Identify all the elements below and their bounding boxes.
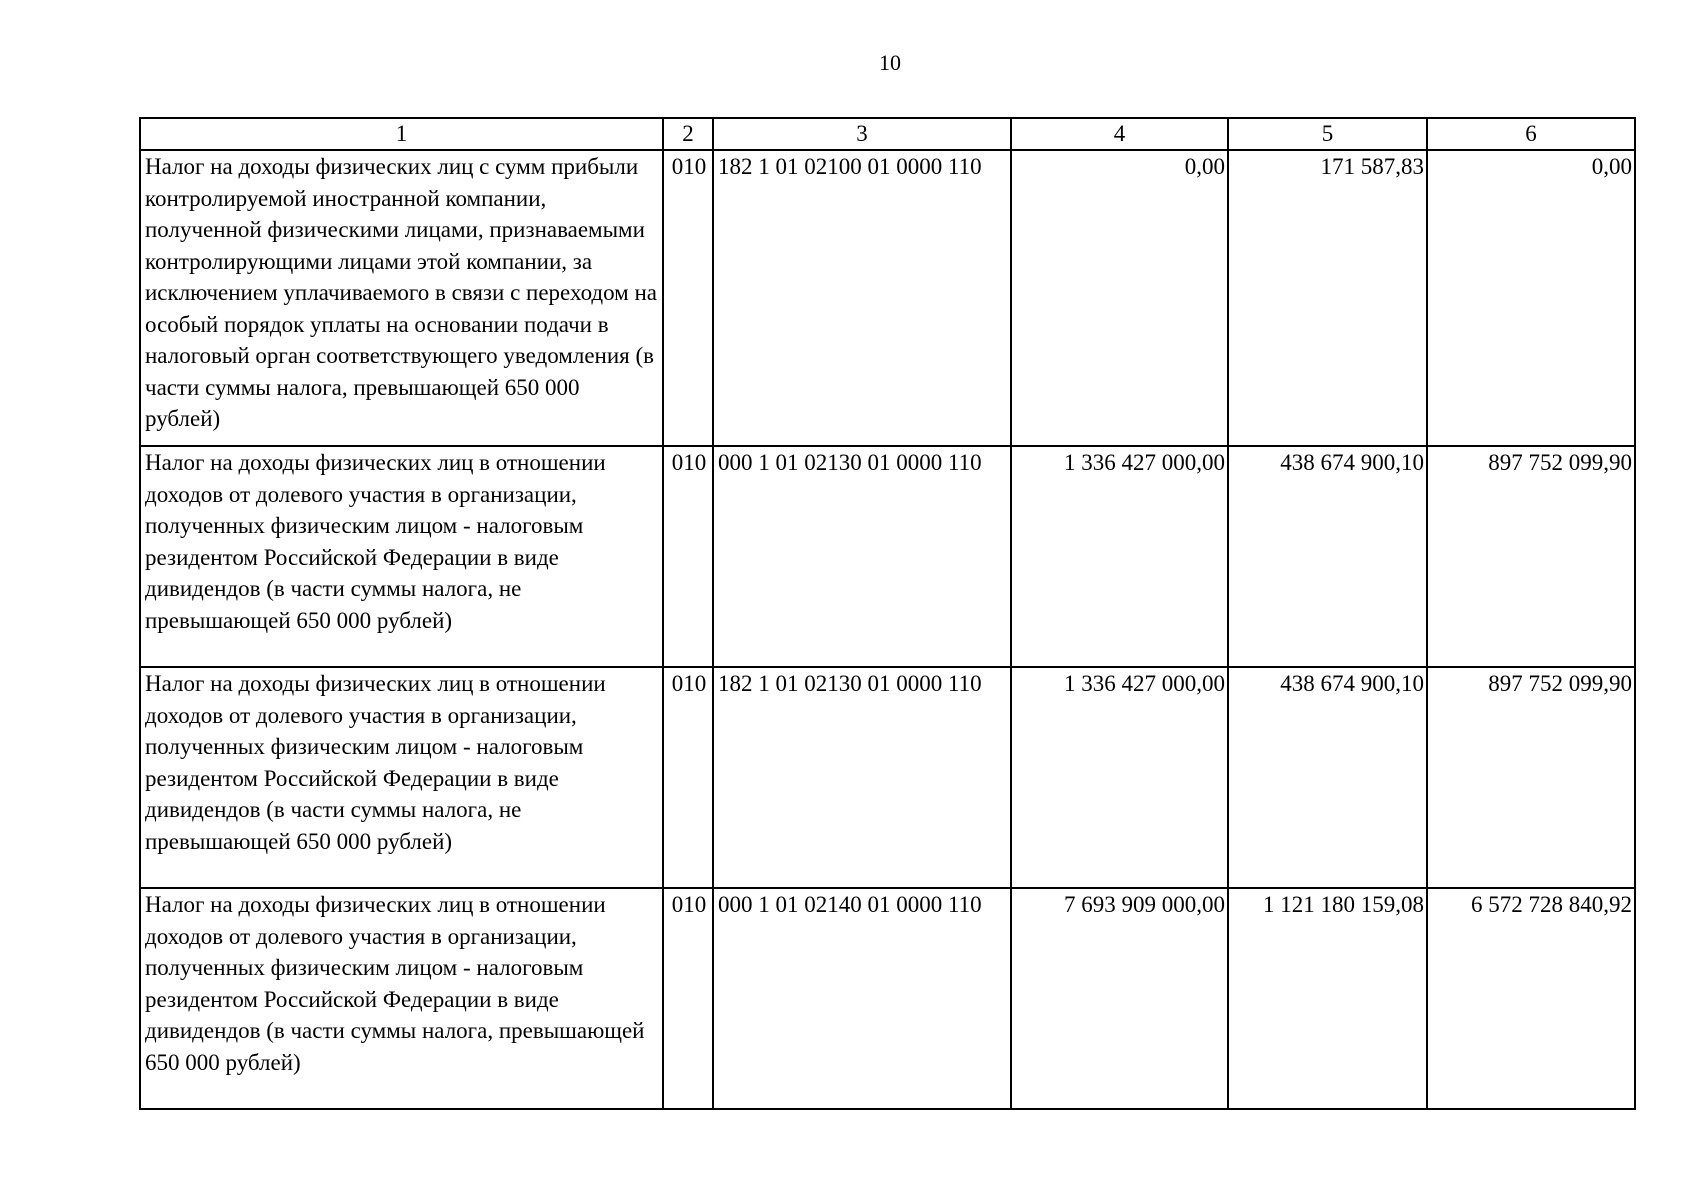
column-4-value: 1 336 427 000,00 xyxy=(1011,446,1228,667)
column-4-value: 0,00 xyxy=(1011,150,1228,446)
page-number: 10 xyxy=(879,50,901,75)
column-6-value: 897 752 099,90 xyxy=(1427,446,1635,667)
column-5-value: 171 587,83 xyxy=(1228,150,1427,446)
table-row xyxy=(140,150,1635,446)
income-name-cell: Налог на доходы физических лиц в отношении доходов от долевого участия в организации, полученных физическим лицом - налоговым резидентом Российской Федерации в виде дивидендов (в части суммы налога, не превышающей 650 000 рублей) xyxy=(140,667,663,888)
budget-code-cell: 000 1 01 02130 01 0000 110 xyxy=(713,446,1011,667)
column-4-value: 7 693 909 000,00 xyxy=(1011,888,1228,1109)
column-header-6: 6 xyxy=(1427,118,1635,150)
line-code-cell: 010 xyxy=(663,150,713,446)
column-6-value: 0,00 xyxy=(1427,150,1635,446)
line-code-cell: 010 xyxy=(663,888,713,1109)
column-5-value: 1 121 180 159,08 xyxy=(1228,888,1427,1109)
line-code-cell: 010 xyxy=(663,667,713,888)
report-table xyxy=(139,117,1636,1110)
column-6-value: 6 572 728 840,92 xyxy=(1427,888,1635,1109)
column-5-value: 438 674 900,10 xyxy=(1228,446,1427,667)
column-header-5: 5 xyxy=(1228,118,1427,150)
table-row xyxy=(140,888,1635,1109)
budget-code-cell: 000 1 01 02140 01 0000 110 xyxy=(713,888,1011,1109)
income-name-cell: Налог на доходы физических лиц в отношении доходов от долевого участия в организации, полученных физическим лицом - налоговым резидентом Российской Федерации в виде дивидендов (в части суммы налога, превышающей 650 000 рублей) xyxy=(140,888,663,1109)
column-5-value: 438 674 900,10 xyxy=(1228,667,1427,888)
column-4-value: 1 336 427 000,00 xyxy=(1011,667,1228,888)
column-header-2: 2 xyxy=(663,118,713,150)
header-row xyxy=(140,118,1635,150)
column-6-value: 897 752 099,90 xyxy=(1427,667,1635,888)
column-header-4: 4 xyxy=(1011,118,1228,150)
table-row xyxy=(140,667,1635,888)
column-header-1: 1 xyxy=(140,118,663,150)
budget-code-cell: 182 1 01 02100 01 0000 110 xyxy=(713,150,1011,446)
column-header-3: 3 xyxy=(713,118,1011,150)
income-name-cell: Налог на доходы физических лиц с сумм прибыли контролируемой иностранной компании, полученной физическими лицами, признаваемыми контролирующими лицами этой компании, за исключением уплачиваемого в связи с переходом на особый порядок уплаты на основании подачи в налоговый орган соответствующего уведомления (в части суммы налога, превышающей 650 000 рублей) xyxy=(140,150,663,446)
income-name-cell: Налог на доходы физических лиц в отношении доходов от долевого участия в организации, полученных физическим лицом - налоговым резидентом Российской Федерации в виде дивидендов (в части суммы налога, не превышающей 650 000 рублей) xyxy=(140,446,663,667)
line-code-cell: 010 xyxy=(663,446,713,667)
table-row xyxy=(140,446,1635,667)
budget-code-cell: 182 1 01 02130 01 0000 110 xyxy=(713,667,1011,888)
